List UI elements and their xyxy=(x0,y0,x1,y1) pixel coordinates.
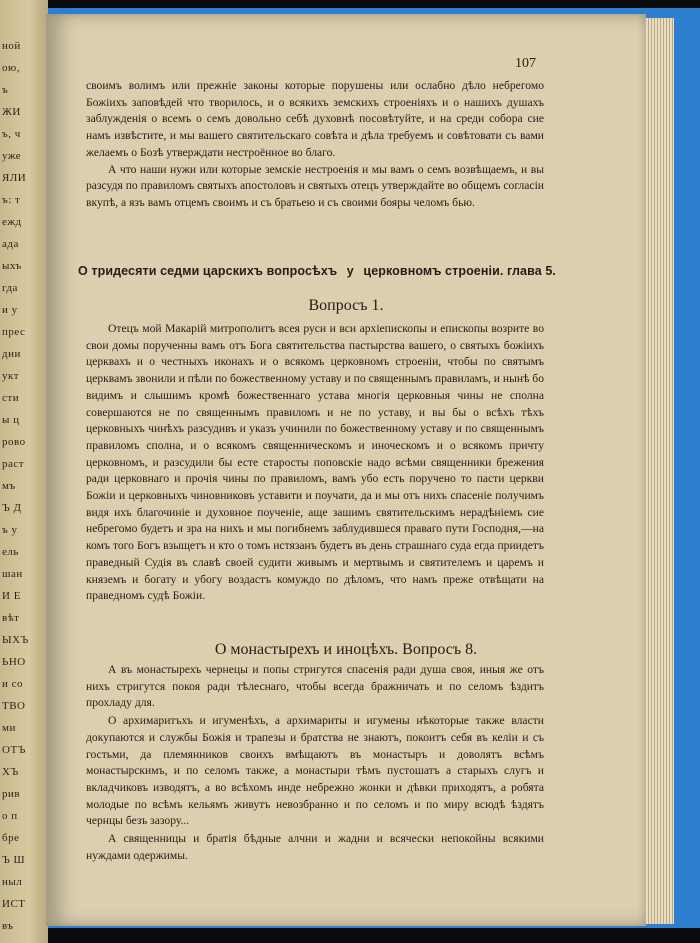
left-page-text-fragment: гда xyxy=(2,282,18,294)
left-page-text-fragment: ы ц xyxy=(2,414,20,426)
question-8-title: О монастырехъ и иноцѣхъ. Вопросъ 8. xyxy=(214,641,478,658)
question-1-text xyxy=(86,321,544,605)
left-page-text-fragment: мъ xyxy=(2,480,16,492)
left-page-text-fragment: ель xyxy=(2,546,19,558)
left-page-text-fragment: прес xyxy=(2,326,26,338)
left-page-text-fragment: ЖИ xyxy=(2,106,21,118)
left-page-text-fragment: ОТЪ xyxy=(2,744,26,756)
left-page-text-fragment: вѣт xyxy=(2,612,20,624)
left-page-text-fragment: ИСТ xyxy=(2,898,26,910)
left-page-text-fragment: ыхъ xyxy=(2,260,22,272)
chapter-heading xyxy=(78,264,556,278)
left-page-text-fragment: рив xyxy=(2,788,21,800)
intro-paragraph: своимъ волимъ или прежніе законы которые порушены или ослабно дѣло небрегомо Божіихъ заповѣдей что творилось, и о всякихъ земскихъ строеніяхъ и о нашихъ душахъ заблужденія о всемъ о семъ довольно себѣ духовнѣ посовѣтуйте, и на среди собора сие намъ извѣстите, и мы вашего святительскаго совѣта и дѣла требуемъ и совѣтовати съ вами желаемъ о Бозѣ утверждати нестроённое во благо. xyxy=(86,79,544,159)
question-8-paragraph: О архимаритъхъ и игуменѣхъ, а архимариты и игумены нѣкоторые также власти докупаются и службы Божія и трапезы и братства не знаютъ, покоитъ себя въ келіи и съ гостьми, да племянников своихъ вмѣщаютъ въ монастыръ и доволятъ всѣмъ монастырскимъ, и по селомъ также, а монастыри тѣмъ пустошатъ а старыхъ слугъ и вкладчиковъ изводятъ, а во всѣхомъ инде небрежно жонки и дѣвки приходятъ, а робята молодые по всѣмъ кельямъ живутъ невозбранно и по селомъ и по миру всюдѣ ѣздятъ чернцы безъ зазору... xyxy=(86,714,544,828)
left-page-text-fragment: ЬНО xyxy=(2,656,26,668)
left-page-text-fragment: и со xyxy=(2,678,24,690)
left-page-text-fragment: Ъ Д xyxy=(2,502,22,514)
question-1-title: Вопросъ 1. xyxy=(308,297,384,314)
left-page-text-fragment: ада xyxy=(2,238,19,250)
left-page-text-fragment: рово xyxy=(2,436,26,448)
left-page-text-fragment: Ъ Ш xyxy=(2,854,26,866)
left-page-text-fragment: ной xyxy=(2,40,21,52)
book-page xyxy=(46,14,646,926)
question-8-text xyxy=(86,662,544,865)
intro-paragraph: А что наши нужи или которые земскіе нестроенія и мы вамъ о семъ возвѣщаемъ, и вы разсудя по правиломъ святыхъ апостоловъ и святыхъ отецъ утверждайте во общемъ согласіи вкупѣ, а язъ вамъ отцемъ своимъ и съ братьею и съ своими бояры челомъ бью. xyxy=(86,162,544,209)
chapter-heading-part: у xyxy=(346,264,354,278)
left-page-text-fragment: ЫХЪ xyxy=(2,634,29,646)
left-page-text-fragment: ежд xyxy=(2,216,22,228)
left-page-text-fragment: и у xyxy=(2,304,18,316)
left-page-text-fragment: уже xyxy=(2,150,22,162)
left-page-text-fragment: въ xyxy=(2,920,14,932)
left-page-text-fragment: шан xyxy=(2,568,23,580)
left-page-text-fragment: ъ у xyxy=(2,524,18,536)
left-page-text-fragment: ою, xyxy=(2,62,20,74)
left-page-text-fragment: укт xyxy=(2,370,20,382)
left-page-text-fragment: ъ xyxy=(2,84,9,96)
left-page-text-fragment: о п xyxy=(2,810,18,822)
chapter-heading-part: церковномъ строеніи. глава 5. xyxy=(363,264,556,278)
question-8-paragraph: А въ монастырехъ чернецы и попы стригутся спасенія ради душа своя, иныя же отъ нихъ стригутся покоя ради тѣлеснаго, чтобы всегда бражничать и по селомъ ѣздитъ прохладу для. xyxy=(86,663,544,710)
left-page-text-fragment: сти xyxy=(2,392,20,404)
chapter-heading-part: О тридесяти седми царскихъ вопросѣхъ xyxy=(78,264,338,278)
left-page-text-fragment: ХЪ xyxy=(2,766,19,778)
left-page-text-fragment: раст xyxy=(2,458,25,470)
intro-text xyxy=(86,78,544,212)
page-number: 107 xyxy=(515,56,536,71)
left-page-text-fragment: бре xyxy=(2,832,20,844)
left-page-text-fragment: ТВО xyxy=(2,700,26,712)
question-8-paragraph: А священницы и братія бѣдные алчни и жадни и всячески непокойны всякими нуждами одержимы. xyxy=(86,832,544,862)
left-page-text-fragment: ъ, ч xyxy=(2,128,21,140)
question-1-paragraph: Отецъ мой Макарій митрополитъ всея руси и вси архіепископы и епископы возрите во свои домы порученны вамъ отъ Бога святительства пастырства вашего, о святыхъ божіихъ церквахъ и о честныхъ иконахъ и о всякомъ церковномъ строеніи, чтобы по святымъ церквамъ звонили и пѣли по божественному уставу и по священнымъ правиламъ, и нынѣ бо видимъ и слышимъ кромѣ божественнаго устава многія церковныя чины не сполна совершаются не по священнымъ правиломъ и не по уставу, и вы бы о всѣхъ тѣхъ церковныхъ чинѣхъ разсудивъ и указъ учинили по божественному уставу и по священнымъ правиломъ сполна, и о всякомъ священническомъ и иноческомъ и о всякомъ причту церковномъ, и разсудили бы есте старосты поповскіе надо всѣми священники брежения ради церковнаго и прочія чины по правиломъ, вамъ убо есть поручено то пасти церкви Божіи и церковныхъ чиновниковъ уставити и поучати, да и мы отъ нихъ спасеніе получимъ видя ихъ благочиніе и духовное поученіе, аще зашимъ святительскимъ нерадѣніемъ сие небрегомо будетъ и зра на нихъ и мы погибнемъ заблудившеся праваго пути Господня,—на комъ того Богъ взыщетъ и кто о томъ истязанъ будетъ въ день страшнаго суда егда приидетъ праведный Судія въ славѣ своей судити живымъ и мертвымъ и святителемъ и царемъ и княземъ и богату и убогу воздастъ комуждо по дѣломъ, что намъ преже отвѣщати на праведномъ судѣ Божіи. xyxy=(86,322,544,603)
left-page-text-fragment: ъ: т xyxy=(2,194,21,206)
left-page-fragment xyxy=(0,0,48,943)
left-page-text-fragment: ныл xyxy=(2,876,23,888)
left-page-text-fragment: дни xyxy=(2,348,21,360)
left-page-text-fragment: И Е xyxy=(2,590,21,602)
left-page-text-fragment: ми xyxy=(2,722,16,734)
left-page-text-fragment: ЯЛИ xyxy=(2,172,27,184)
